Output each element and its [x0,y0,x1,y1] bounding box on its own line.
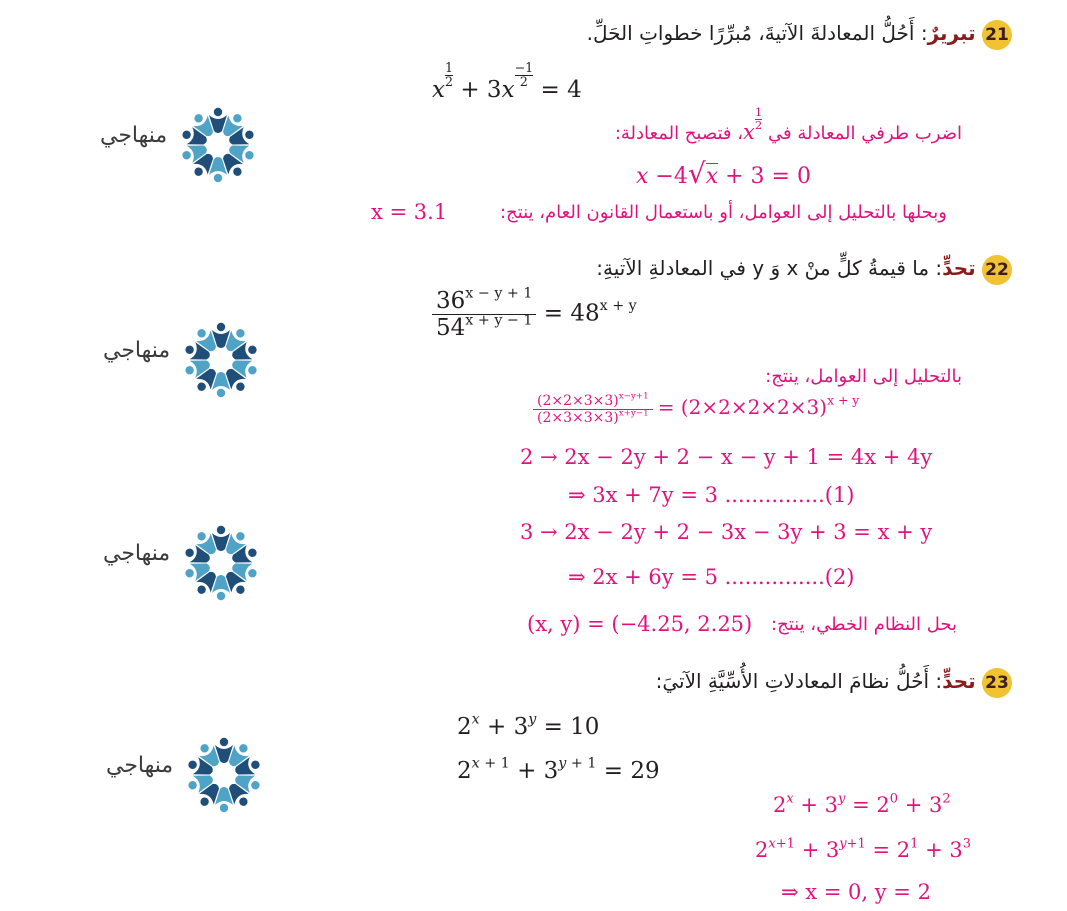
people-circle-icon [181,523,261,603]
q22-step2: ⇒ 3x + 7y = 3 ...............(1) [568,483,855,507]
q23-equation-1: $2^x + 3^y = 10$ [457,711,600,740]
q21-solution-line2 [500,202,947,223]
q21-solution-equation: x −4√x + 3 = 0 [636,157,811,190]
question-text: : ما قيمةُ كلٍّ منْ x وَ y في المعادلةِ الآتيةِ: [596,256,943,280]
q22-f-rhs-exp: x + y [827,392,860,408]
brand-logo [103,320,213,400]
brand-logo-text: منهاجي [103,541,171,566]
q22-f-num: (2×2×3×3) [537,393,619,409]
q23-final: ⇒ x = 0, y = 2 [781,880,931,904]
q23-solution-1: $2^x + 3^y = 2^0 + 3^2$ [773,791,951,817]
brand-logo [106,735,216,815]
q22-equation: $\frac{36^{x - y + 1}}{54^{x + y - 1}}$ = $48^{x + y}$ [432,288,637,341]
brand-logo [100,105,210,185]
question-label: تحدٍّ [942,256,976,280]
q22-rhs-base: 48 [570,300,600,327]
q22-den-base: 54 [436,315,466,341]
question-label: تحدٍّ [942,669,976,693]
brand-logo-text: منهاجي [100,123,168,148]
brand-logo-text: منهاجي [106,753,174,778]
brand-logo [103,523,213,603]
question-text: : أَحُلُّ نظامَ المعادلاتِ الأُسِّيَّةِ الآتيَ: [655,669,943,693]
q22-den-exp: x + y − 1 [465,312,533,329]
question-text: : أَحُلُّ المعادلةَ الآتيةَ، مُبرِّرًا خطواتِ الحَلِّ. [586,21,928,45]
q22-f-den: (2×3×3×3) [537,410,619,426]
q22-step4: ⇒ 2x + 6y = 5 ...............(2) [568,565,855,589]
q23-sol1-b: + 3 [904,793,943,817]
question-21-heading [587,20,1012,50]
q21-equation-rhs: 4 [567,77,582,104]
people-circle-icon [184,735,264,815]
people-circle-icon [178,105,258,185]
question-number-badge: 21 [982,20,1012,50]
q22-rhs-exp: x + y [599,297,637,314]
q22-system-answer: (x, y) = (−4.25, 2.25) [527,612,753,636]
q22-f-den-exp: x+y−1 [618,408,649,419]
q22-step3: 3 → 2x − 2y + 2 − 3x − 3y + 3 = x + y [520,520,933,544]
q21-solution-line1: اضرب طرفي المعادلة في x $\frac{1}{2}$ ، فتصبح المعادلة: [614,105,962,144]
q22-num-exp: x − y + 1 [465,285,533,302]
q23-sol2-b: + 3 [925,838,963,862]
question-number-badge: 23 [982,668,1012,698]
q22-num-base: 36 [436,288,466,314]
q21-equation: x $\frac{1}{2}$ + 3x $\frac{-1}{2}$ = 4 [432,60,582,104]
q22-step1: 2 → 2x − 2y + 2 − x − y + 1 = 4x + 4y [520,445,933,469]
q22-f-rhs: = (2×2×2×2×3) [657,395,828,419]
q22-system-text: بحل النظام الخطي، ينتج: [771,614,957,635]
brand-logo-text: منهاجي [103,338,171,363]
q23-eq2-rhs: = 29 [603,758,660,784]
question-22-heading [596,255,1012,285]
q23-eq1-rhs: = 10 [543,714,600,740]
q23-equation-2: $2^{x + 1} + 3^{y + 1} = 29$ [457,755,660,784]
people-circle-icon [181,320,261,400]
q21-solution-text-a: اضرب طرفي المعادلة في [767,122,962,144]
q22-factor-text: بالتحليل إلى العوامل، ينتج: [765,366,962,387]
q23-solution-2: $2^{x+1} + 3^{y+1} = 2^1 + 3^3$ [755,836,971,862]
question-23-heading [656,668,1012,698]
question-number-badge: 22 [982,255,1012,285]
q22-factored-equation [533,393,859,426]
question-label: تبريرٌ [927,21,976,45]
q21-solution-text: وبحلها بالتحليل إلى العوامل، أو باستعمال القانون العام، ينتج: [499,202,947,223]
q23-sol2-a: = 2 [872,838,911,862]
q23-sol1-a: = 2 [852,793,890,817]
q21-answer: x = 3.1 [371,200,448,224]
q21-solution-text-b: ، فتصبح المعادلة: [614,122,744,144]
q22-f-num-exp: x−y+1 [618,391,649,402]
